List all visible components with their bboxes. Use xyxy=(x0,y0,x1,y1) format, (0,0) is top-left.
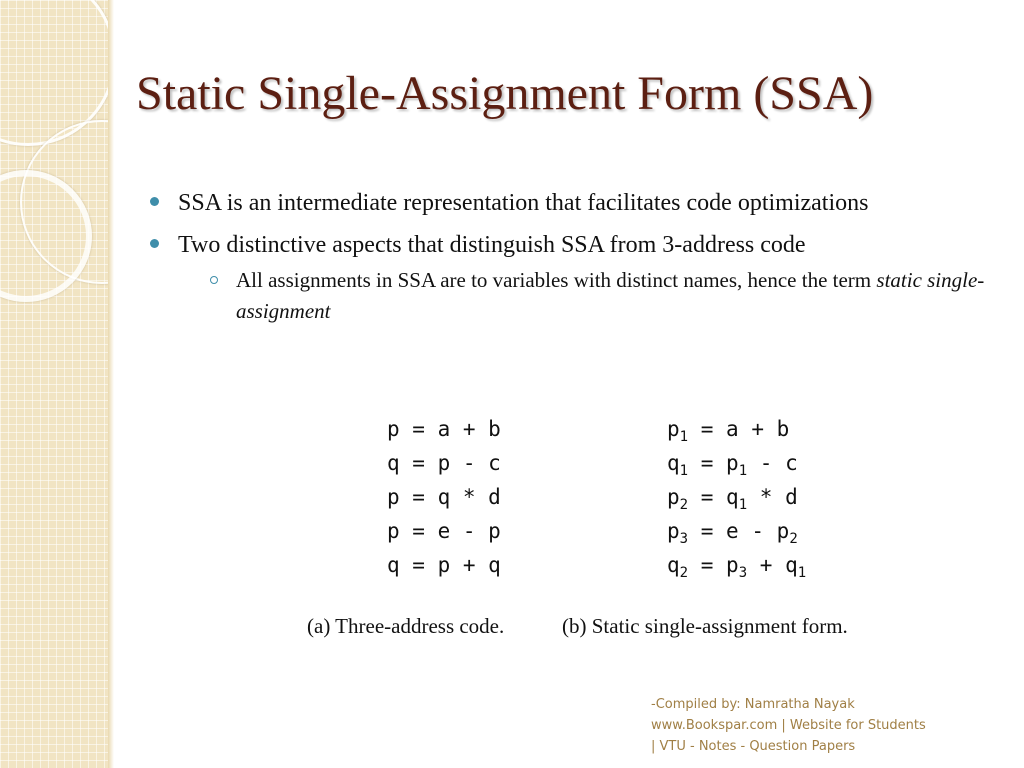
code-line: $p_2 = q_1 * d$ xyxy=(667,485,798,514)
bullet-item xyxy=(150,227,1010,327)
slide-title: Static Single-Assignment Form (SSA) xyxy=(136,67,874,120)
decorative-side-strip xyxy=(0,0,114,768)
code-line: $q_2 = p_3 + q_1$ xyxy=(667,553,807,582)
code-line: $p_3 = e - p_2$ xyxy=(667,519,798,548)
footer-line: | VTU - Notes - Question Papers xyxy=(651,739,856,754)
footer-line: www.Bookspar.com | Website for Students xyxy=(651,718,926,733)
code-line: $q_1 = p_1 - c$ xyxy=(667,451,798,480)
bullet-item xyxy=(150,185,1010,221)
three-address-code-block xyxy=(387,412,501,582)
bullet-dot-icon xyxy=(150,239,159,248)
sub-bullet-text: All assignments in SSA are to variables with distinct names, hence the term xyxy=(236,268,877,292)
footer-line: -Compiled by: Namratha Nayak xyxy=(651,697,855,712)
hollow-circle-icon xyxy=(210,276,218,284)
bullet-text: Two distinctive aspects that distinguish SSA from 3-address code xyxy=(178,232,806,258)
code-line: q = p + q xyxy=(387,553,501,577)
footer-credits xyxy=(651,694,926,757)
bullet-list xyxy=(150,185,1010,333)
ssa-code-block xyxy=(667,412,806,582)
strip-edge xyxy=(108,0,114,768)
code-line: p = a + b xyxy=(387,417,501,441)
code-line: $p_1 = a + b$ xyxy=(667,417,790,446)
code-line: q = p - c xyxy=(387,451,501,475)
sub-bullet-italic-term: static single-assignment xyxy=(236,268,985,323)
bullet-dot-icon xyxy=(150,197,159,206)
code-line: p = e - p xyxy=(387,519,501,543)
caption-ssa: (b) Static single-assignment form. xyxy=(562,614,848,638)
code-line: p = q * d xyxy=(387,485,501,509)
sub-bullet-item xyxy=(178,265,1010,327)
bullet-text: SSA is an intermediate representation that facilitates code optimizations xyxy=(178,190,869,216)
caption-three-address: (a) Three-address code. xyxy=(307,614,505,638)
